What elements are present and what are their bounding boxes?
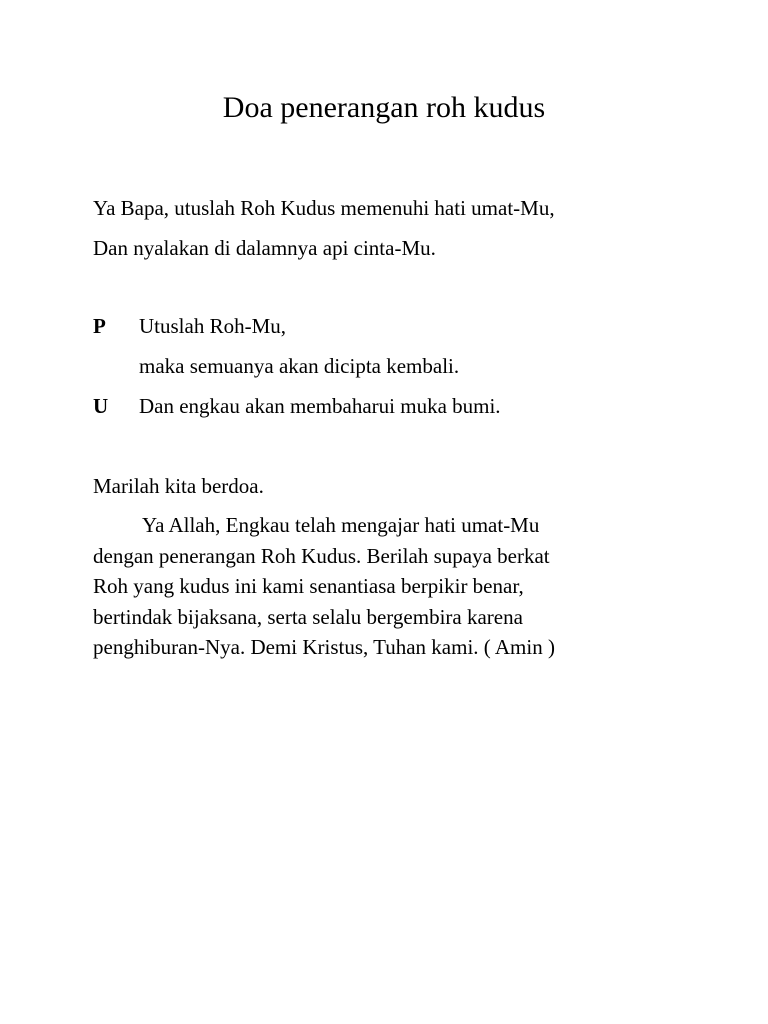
prayer-line-1: Ya Allah, Engkau telah mengajar hati umat-Mu xyxy=(142,513,540,537)
prayer-line-4: bertindak bijaksana, serta selalu bergembira karena xyxy=(93,604,523,629)
invitation-line: Marilah kita berdoa. xyxy=(93,474,264,498)
prayer-line-5: penghiburan-Nya. Demi Kristus, Tuhan kami. ( Amin ) xyxy=(93,635,555,659)
priest-line-2: maka semuanya akan dicipta kembali. xyxy=(139,354,460,378)
opening-line-1: Ya Bapa, utuslah Roh Kudus memenuhi hati umat-Mu, xyxy=(93,196,555,220)
priest-marker: P xyxy=(93,314,106,338)
prayer-paragraph xyxy=(93,510,693,663)
opening-line-2: Dan nyalakan di dalamnya api cinta-Mu. xyxy=(93,236,436,260)
priest-line-1: Utuslah Roh-Mu, xyxy=(139,314,286,338)
page-title: Doa penerangan roh kudus xyxy=(222,91,546,124)
people-marker: U xyxy=(93,394,109,418)
people-line: Dan engkau akan membaharui muka bumi. xyxy=(139,394,501,418)
prayer-line-3: Roh yang kudus ini kami senantiasa berpikir benar, xyxy=(93,574,524,598)
prayer-line-2: dengan penerangan Roh Kudus. Berilah supaya berkat xyxy=(93,543,550,568)
